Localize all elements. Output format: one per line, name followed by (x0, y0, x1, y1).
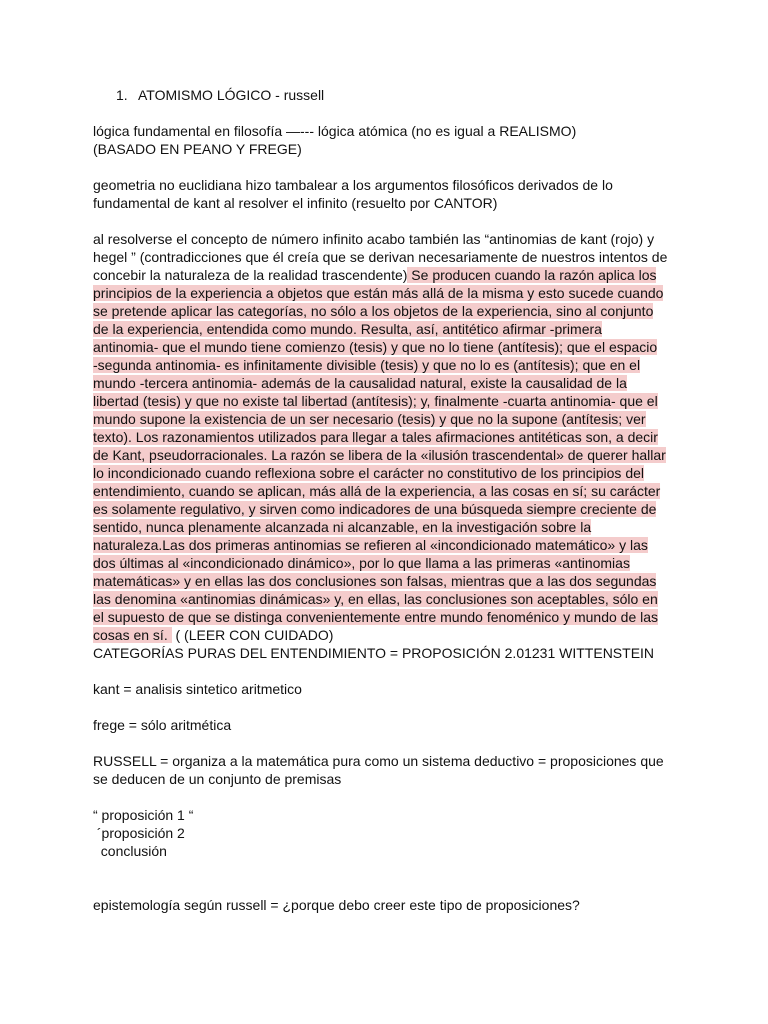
paragraph-5: kant = analisis sintetico aritmetico (93, 681, 302, 697)
highlighted-text: antinomia- que el mundo tiene comienzo (tesis) y que no lo tiene (antítesis); que el espacio (93, 339, 658, 355)
highlighted-line (93, 536, 678, 554)
paragraph-9: epistemología según russell = ¿porque debo creer este tipo de proposiciones? (93, 897, 580, 913)
highlighted-text: principios de la experiencia a objetos que están más allá de la misma y esto sucede cuando (93, 285, 664, 301)
highlighted-line (93, 284, 678, 302)
highlighted-text: libertad (tesis) y que no existe tal libertad (antítesis); y, finalmente -cuarta antinomia- que el (93, 393, 658, 409)
paragraph-2 (93, 176, 678, 212)
plain-text: ( (LEER CON CUIDADO) (171, 627, 334, 643)
highlighted-text: las denomina «antinomias dinámicas» y, en ellas, las conclusiones son aceptables, sólo en (93, 591, 658, 607)
highlighted-line (93, 482, 678, 500)
list-number: 1. (116, 87, 128, 103)
highlighted-text: mundo -tercera antinomia- además de la causalidad natural, existe la causalidad de la (93, 375, 627, 391)
highlighted-text: se pretende aplicar las categorías, no sólo a los objetos de la experiencia, sino al conjunto (93, 303, 654, 319)
highlighted-line (93, 428, 678, 446)
highlighted-text: Se producen cuando la razón aplica los (407, 267, 657, 283)
text-line-mixed (93, 266, 678, 284)
text-line: RUSSELL = organiza a la matemática pura como un sistema deductivo = proposiciones que (93, 753, 664, 769)
highlighted-line (93, 446, 678, 464)
text-line: fundamental de kant al resolver el infinito (resuelto por CANTOR) (93, 195, 498, 211)
highlighted-line (93, 572, 678, 590)
highlighted-line (93, 590, 678, 608)
paragraph-3 (93, 230, 678, 644)
paragraph-7 (93, 752, 678, 788)
highlighted-text: de la experiencia, entendida como mundo. Resulta, así, antitético afirmar -primera (93, 321, 602, 337)
highlighted-text: sentido, nunca plenamente alcanzada ni alcanzable, en la investigación sobre la (93, 519, 592, 535)
highlighted-text: cosas en sí. (93, 627, 172, 643)
highlighted-line (93, 518, 678, 536)
highlighted-line (93, 464, 678, 482)
paragraph-4: CATEGORÍAS PURAS DEL ENTENDIMIENTO = PROPOSICIÓN 2.01231 WITTENSTEIN (93, 645, 655, 661)
section-heading (93, 86, 678, 104)
highlighted-line (93, 410, 678, 428)
paragraph-1 (93, 122, 678, 158)
highlighted-line (93, 338, 678, 356)
highlighted-line (93, 320, 678, 338)
highlighted-block (93, 284, 678, 626)
text-line: geometria no euclidiana hizo tambalear a los argumentos filosóficos derivados de lo (93, 177, 613, 193)
text-line: (BASADO EN PEANO Y FREGE) (93, 141, 302, 157)
highlighted-line (93, 554, 678, 572)
highlighted-text: es solamente regulativo, y sirven como indicadores de una búsqueda siempre creciente de (93, 501, 657, 517)
highlighted-text: el supuesto de que se distinga convenientemente entre mundo fenoménico y mundo de las (93, 609, 659, 625)
text-line: hegel ” (contradicciones que él creía que se derivan necesariamente de nuestros intentos de (93, 249, 668, 265)
highlighted-text: mundo supone la existencia de un ser necesario (tesis) y que no la supone (antítesis; ver (93, 411, 646, 427)
plain-text: concebir la naturaleza de la realidad trascendente) (93, 267, 408, 283)
highlighted-text: texto). Los razonamientos utilizados para llegar a tales afirmaciones antitéticas son, a decir (93, 429, 658, 445)
heading-text: ATOMISMO LÓGICO - russell (138, 87, 325, 103)
highlighted-text: lo incondicionado cuando reflexiona sobre el carácter no constitutivo de los principios del (93, 465, 644, 481)
highlighted-text: matemáticas» y en ellas las dos conclusiones son falsas, mientras que a las dos segundas (93, 573, 657, 589)
highlighted-line (93, 392, 678, 410)
text-line: ´proposición 2 (93, 825, 185, 841)
text-line: conclusión (93, 843, 167, 859)
highlighted-text: entendimiento, cuando se aplican, más allá de la experiencia, a las cosas en sí; su carácter (93, 483, 661, 499)
highlighted-text: naturaleza.Las dos primeras antinomias se refieren al «incondicionado matemático» y las (93, 537, 648, 553)
highlighted-text: -segunda antinomia- es infinitamente divisible (tesis) y que no lo es (antítesis); que en el (93, 357, 641, 373)
text-line: lógica fundamental en filosofía —--- lógica atómica (no es igual a REALISMO) (93, 123, 577, 139)
text-line: al resolverse el concepto de número infinito acabo también las “antinomias de kant (rojo) y (93, 231, 655, 247)
text-line: se deducen de un conjunto de premisas (93, 771, 342, 787)
highlighted-line (93, 608, 678, 626)
proposition-list (93, 806, 678, 860)
highlighted-line (93, 356, 678, 374)
text-line-mixed (93, 626, 678, 644)
highlighted-line (93, 374, 678, 392)
document-body (93, 86, 678, 914)
highlighted-line (93, 302, 678, 320)
highlighted-text: de Kant, pseudorracionales. La razón se libera de la «ilusión trascendental» de querer hallar (93, 447, 666, 463)
paragraph-6: frege = sólo aritmética (93, 717, 232, 733)
text-line: “ proposición 1 “ (93, 807, 194, 823)
highlighted-line (93, 500, 678, 518)
highlighted-text: dos últimas al «incondicionado dinámico», por lo que llama a las primeras «antinomias (93, 555, 630, 571)
